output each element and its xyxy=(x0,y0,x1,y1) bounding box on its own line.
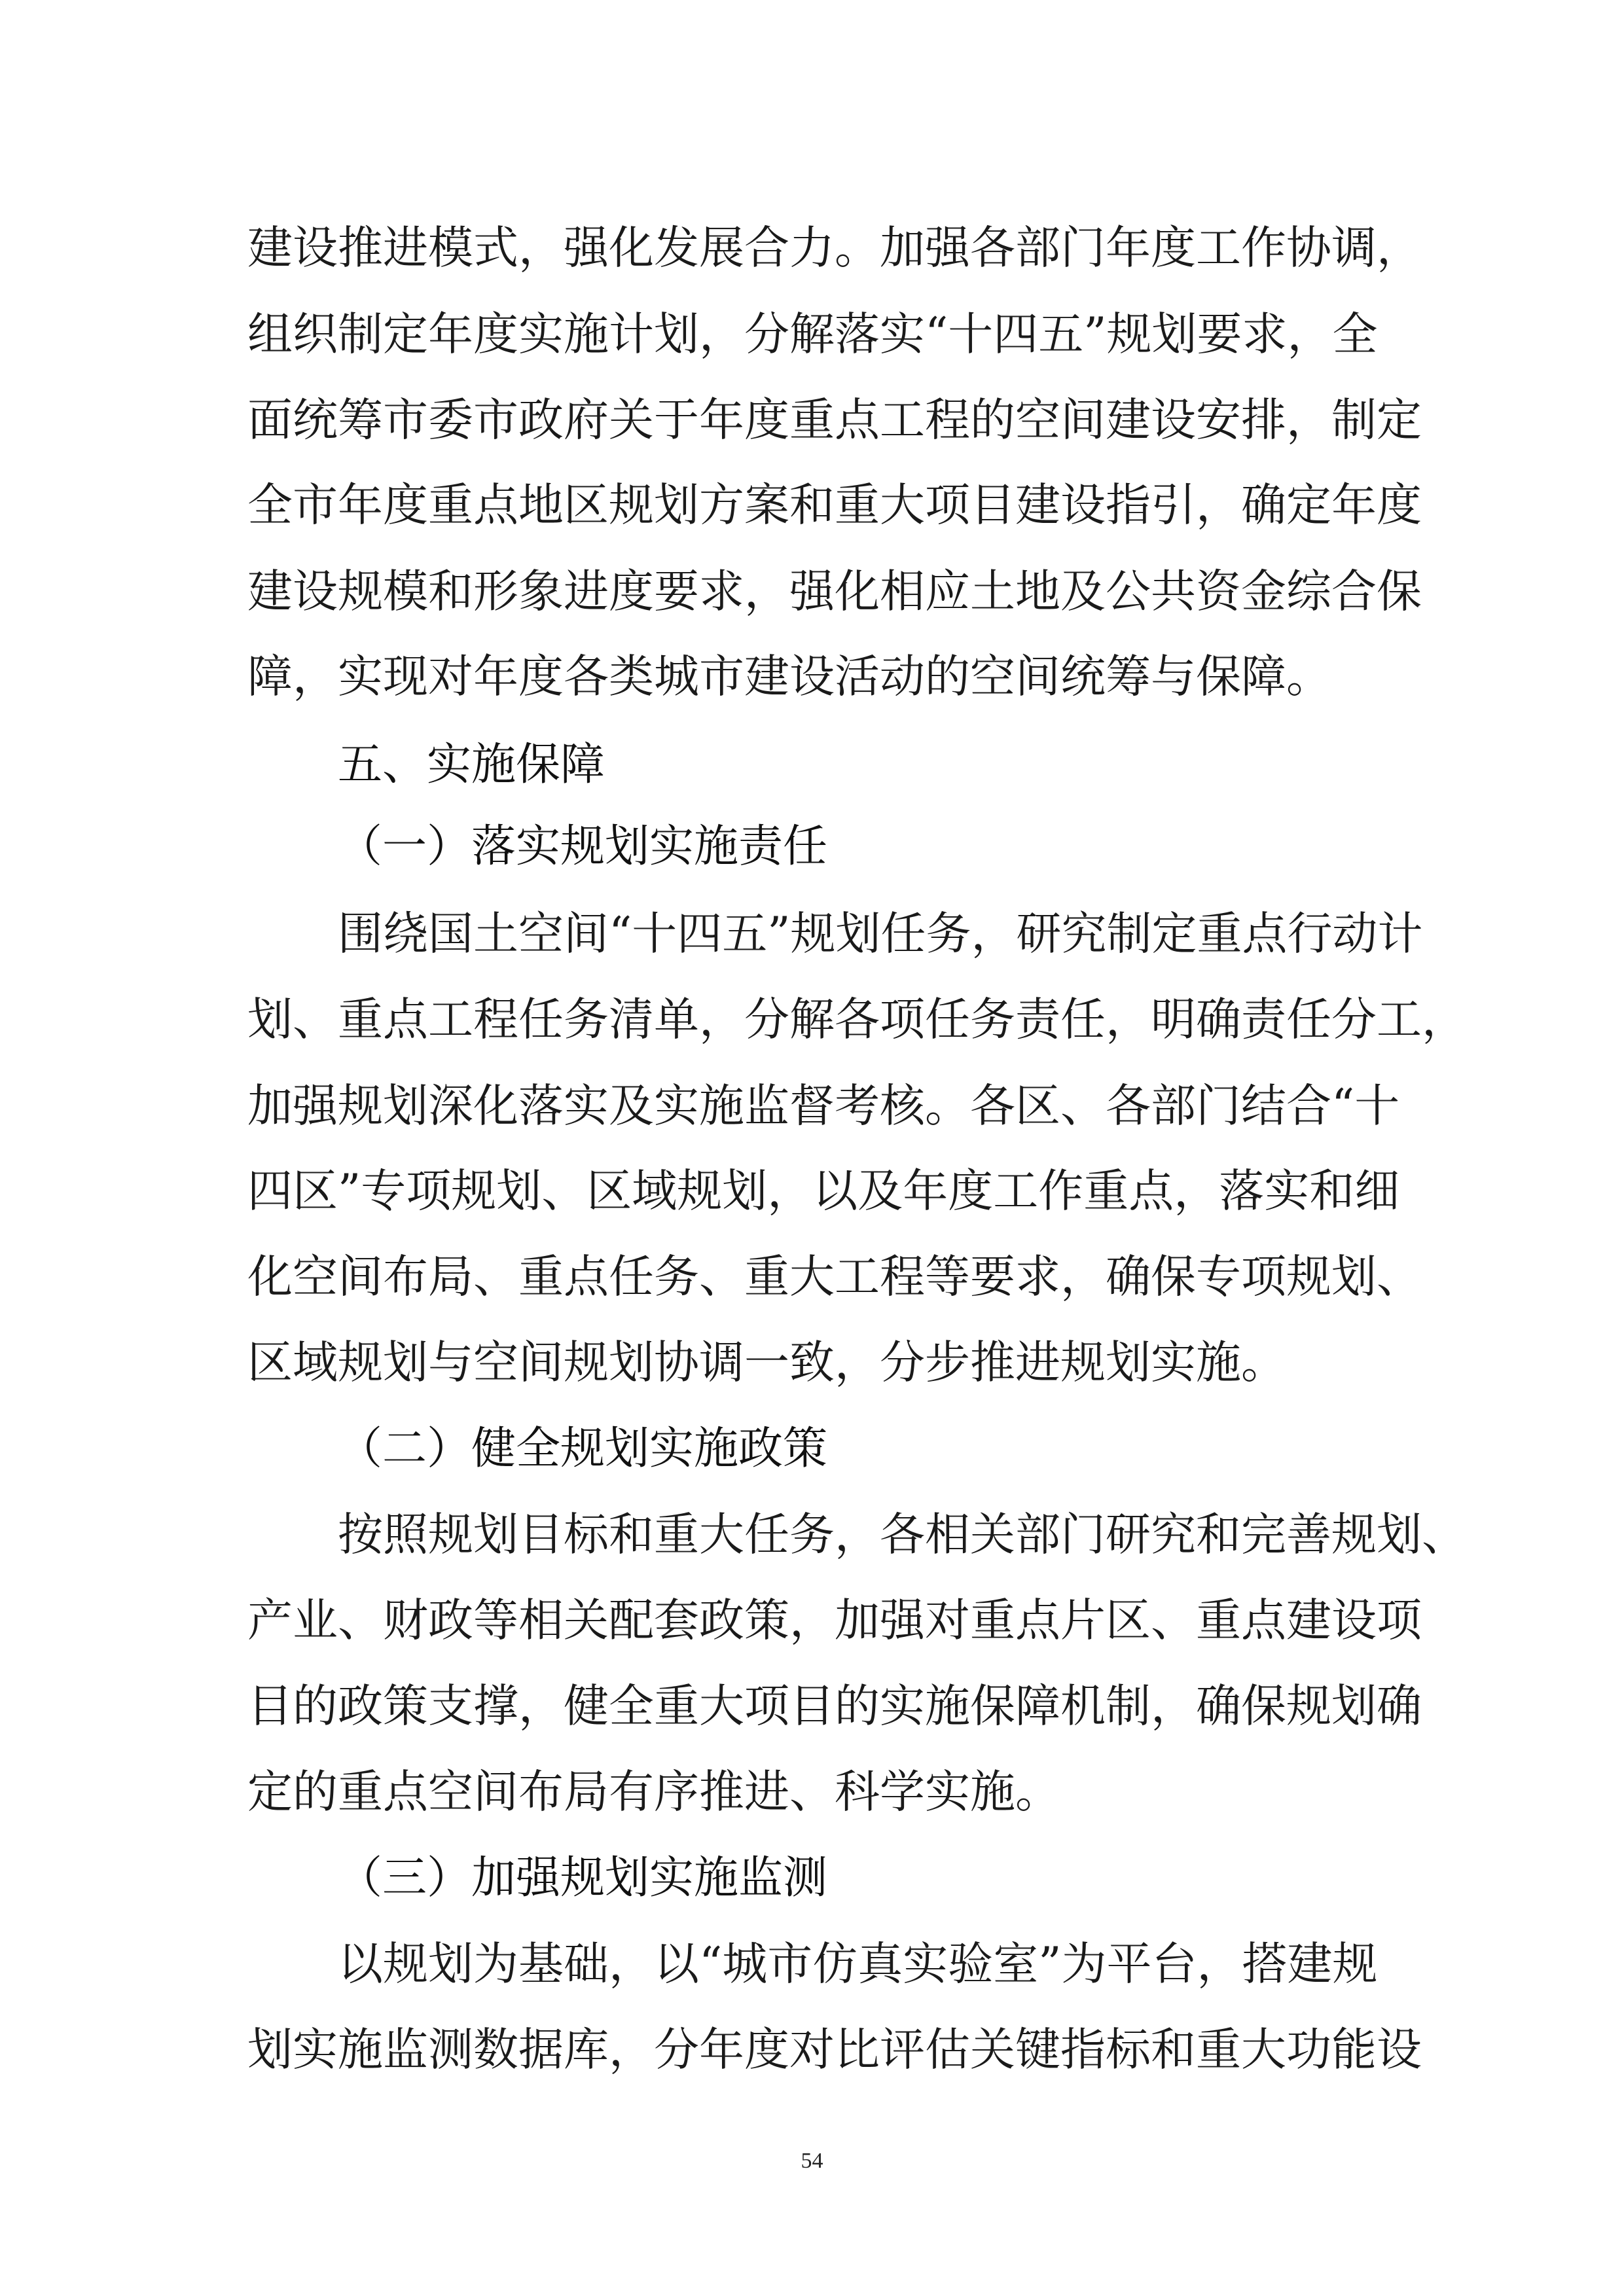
page-number: 54 xyxy=(801,2149,823,2173)
paragraph-line: 按照规划目标和重大任务，各相关部门研究和完善规划、 xyxy=(338,1509,1467,1561)
paragraph-line: 面统筹市委市政府关于年度重点工程的空间建设安排，制定 xyxy=(247,394,1422,446)
paragraph-line: 以规划为基础，以“城市仿真实验室”为平台，搭建规 xyxy=(338,1938,1378,1990)
paragraph-line: 全市年度重点地区规划方案和重大项目建设指引，确定年度 xyxy=(247,479,1422,531)
paragraph-line: 建设推进模式，强化发展合力。加强各部门年度工作协调， xyxy=(247,222,1422,274)
paragraph-line: 组织制定年度实施计划，分解落实“十四五”规划要求，全 xyxy=(247,308,1378,361)
subsection-heading: （二）健全规划实施政策 xyxy=(338,1423,828,1475)
paragraph-line: 目的政策支撑，健全重大项目的实施保障机制，确保规划确 xyxy=(247,1680,1422,1732)
paragraph-line: 建设规模和形象进度要求，强化相应土地及公共资金综合保 xyxy=(247,565,1422,618)
paragraph-line: 区域规划与空间规划协调一致，分步推进规划实施。 xyxy=(247,1336,1286,1389)
paragraph-line: 围绕国土空间“十四五”规划任务，研究制定重点行动计 xyxy=(338,908,1423,960)
section-heading: 五、实施保障 xyxy=(338,739,605,791)
subsection-heading: （一）落实规划实施责任 xyxy=(338,821,828,872)
paragraph-line: 产业、财政等相关配套政策，加强对重点片区、重点建设项 xyxy=(247,1594,1422,1647)
paragraph-line: 加强规划深化落实及实施监督考核。各区、各部门结合“十 xyxy=(247,1080,1400,1132)
paragraph-line: 化空间布局、重点任务、重大工程等要求，确保专项规划、 xyxy=(247,1251,1422,1303)
paragraph-line: 四区”专项规划、区域规划，以及年度工作重点，落实和细 xyxy=(247,1165,1400,1217)
paragraph-line: 障，实现对年度各类城市建设活动的空间统筹与保障。 xyxy=(247,651,1331,703)
paragraph-line: 划实施监测数据库，分年度对比评估关键指标和重大功能设 xyxy=(247,2024,1422,2076)
subsection-heading: （三）加强规划实施监测 xyxy=(338,1852,828,1904)
paragraph-line: 定的重点空间布局有序推进、科学实施。 xyxy=(247,1766,1060,1818)
paragraph-line: 划、重点工程任务清单，分解各项任务责任，明确责任分工， xyxy=(247,994,1467,1046)
